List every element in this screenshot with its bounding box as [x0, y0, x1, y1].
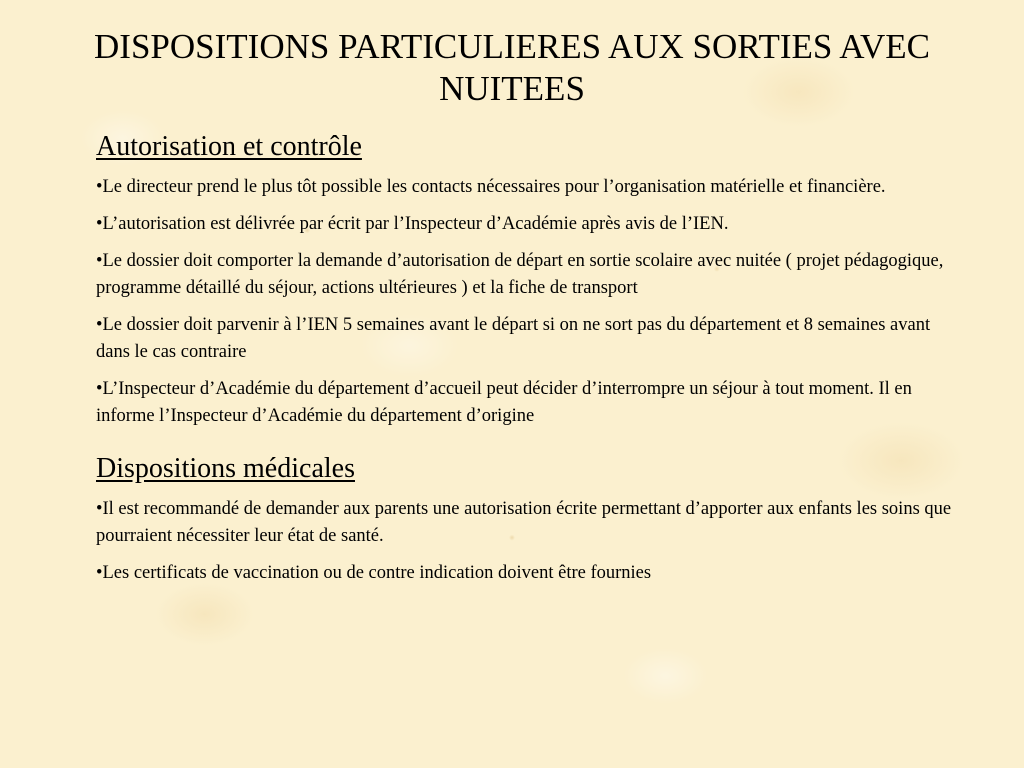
bullet-item: •Les certificats de vaccination ou de contre indication doivent être fournies	[96, 563, 652, 583]
section-dispositions-medicales	[96, 452, 956, 587]
bullet-item: •Il est recommandé de demander aux parents une autorisation écrite permettant d’apporter aux enfants les soins que pourraient nécessiter leur état de santé.	[96, 499, 952, 546]
bullet-item: •Le directeur prend le plus tôt possible les contacts nécessaires pour l’organisation matérielle et financière.	[96, 177, 886, 197]
bullet-item: •Le dossier doit comporter la demande d’autorisation de départ en sortie scolaire avec nuitée ( projet pédagogique, programme détaillé du séjour, actions ultérieures ) et la fiche de transport	[96, 251, 944, 298]
bullet-item: •L’autorisation est délivrée par écrit par l’Inspecteur d’Académie après avis de l’IEN.	[96, 214, 729, 234]
slide-title: DISPOSITIONS PARTICULIERES AUX SORTIES AVEC NUITEES	[94, 27, 930, 108]
bullet-item: •Le dossier doit parvenir à l’IEN 5 semaines avant le départ si on ne sort pas du département et 8 semaines avant dans le cas contraire	[96, 315, 931, 362]
section-autorisation	[96, 130, 956, 430]
bullet-item: •L’Inspecteur d’Académie du département d’accueil peut décider d’interrompre un séjour à tout moment. Il en informe l’Inspecteur d’Académie du département d’origine	[96, 379, 912, 426]
section-heading: Dispositions médicales	[96, 453, 355, 484]
section-heading: Autorisation et contrôle	[96, 131, 362, 162]
slide-content	[96, 130, 956, 597]
